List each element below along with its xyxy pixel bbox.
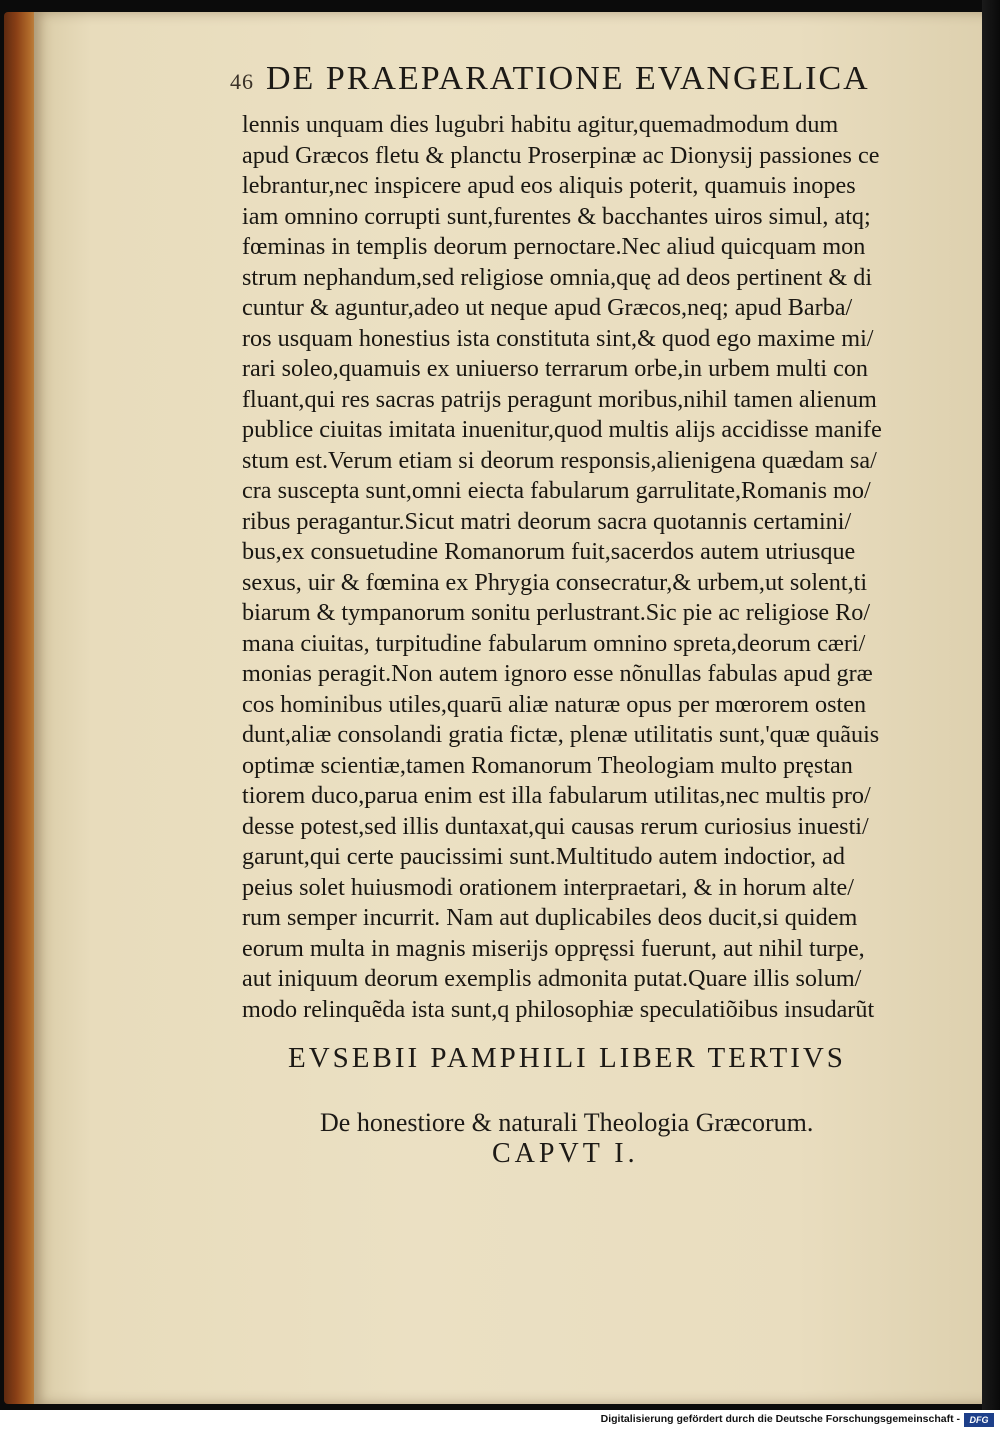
text-line: stum est.Verum etiam si deorum responsis,alienigena quædam sa/: [242, 446, 877, 474]
body-text: [242, 110, 962, 1025]
funding-credit: Digitalisierung gefördert durch die Deutsche Forschungsgemeinschaft -: [600, 1413, 960, 1425]
text-line: lebrantur,nec inspicere apud eos aliquis poterit, quamuis inopes: [242, 172, 856, 199]
text-line: monias peragit.Non autem ignoro esse nõnullas fabulas apud græ: [242, 660, 873, 687]
text-line: peius solet huiusmodi orationem interpraetari, & in horum alte/: [242, 873, 854, 901]
text-line: rari soleo,quamuis ex uniuerso terrarum orbe,in urbem multi con: [242, 355, 869, 382]
text-line: fœminas in templis deorum pernoctare.Nec aliud quicquam mon: [242, 233, 866, 260]
text-line: rum semper incurrit. Nam aut duplicabiles deos ducit,si quidem: [242, 904, 858, 931]
text-line: biarum & tympanorum sonitu perlustrant.Sic pie ac religiose Ro/: [242, 599, 871, 626]
scan-right-border: [982, 0, 1000, 1410]
text-line: bus,ex consuetudine Romanorum fuit,sacerdos autem utriusque: [242, 538, 856, 565]
text-line: cos hominibus utiles,quarū aliæ naturæ opus per mœrorem osten: [242, 690, 867, 718]
text-line: sexus, uir & fœmina ex Phrygia consecratur,& urbem,ut solent,ti: [242, 568, 868, 596]
text-line: cra suscepta sunt,omni eiecta fabularum garrulitate,Romanis mo/: [242, 477, 871, 504]
dfg-logo: DFG: [964, 1413, 994, 1427]
text-line: tiorem duco,parua enim est illa fabularum utilitas,nec multis pro/: [242, 782, 871, 809]
text-line: modo relinquẽda ista sunt,q philosophiæ speculatiõibus insudarũt: [242, 995, 875, 1023]
text-line: desse potest,sed illis duntaxat,qui causas rerum curiosius inuesti/: [242, 812, 869, 840]
text-line: eorum multa in magnis miserijs oppręssi fuerunt, aut nihil turpe,: [242, 934, 865, 962]
text-line: lennis unquam dies lugubri habitu agitur,quemadmodum dum: [242, 111, 839, 138]
book-heading: EVSEBII PAMPHILI LIBER TERTIVS: [288, 1042, 846, 1074]
text-line: fluant,qui res sacras patrijs peragunt moribus,nihil tamen alienum: [242, 385, 877, 413]
text-line: garunt,qui certe paucissimi sunt.Multitudo autem indoctior, ad: [242, 843, 845, 870]
text-line: ros usquam honestius ista constituta sint,& quod ego maxime mi/: [242, 324, 874, 352]
text-line: strum nephandum,sed religiose omnia,quę ad deos pertinent & di: [242, 263, 873, 291]
text-line: iam omnino corrupti sunt,furentes & bacchantes uiros simul, atq;: [242, 202, 871, 230]
running-head: [230, 60, 950, 100]
text-line: publice ciuitas imitata inuenitur,quod multis alijs accidisse manife: [242, 416, 882, 443]
text-line: cuntur & aguntur,adeo ut neque apud Græcos,neq; apud Barba/: [242, 294, 853, 321]
chapter-title: De honestiore & naturali Theologia Græcorum.: [320, 1108, 814, 1137]
text-line: aut iniquum deorum exemplis admonita putat.Quare illis solum/: [242, 965, 862, 992]
text-line: apud Græcos fletu & planctu Proserpinæ ac Dionysij passiones ce: [242, 141, 880, 169]
credit-bar: [0, 1410, 1000, 1430]
text-line: ribus peragantur.Sicut matri deorum sacra quotannis certamini/: [242, 507, 852, 535]
text-line: dunt,aliæ consolandi gratia fictæ, plenæ utilitatis sunt,'quæ quãuis: [242, 721, 880, 748]
chapter-number: CAPVT I.: [492, 1138, 639, 1169]
running-head-title: DE PRAEPARATIONE EVANGELICA: [266, 60, 870, 97]
text-line: mana ciuitas, turpitudine fabularum omnino spreta,deorum cæri/: [242, 629, 866, 657]
text-line: optimæ scientiæ,tamen Romanorum Theologiam multo pręstan: [242, 751, 853, 779]
folio-number: 46: [230, 69, 254, 94]
